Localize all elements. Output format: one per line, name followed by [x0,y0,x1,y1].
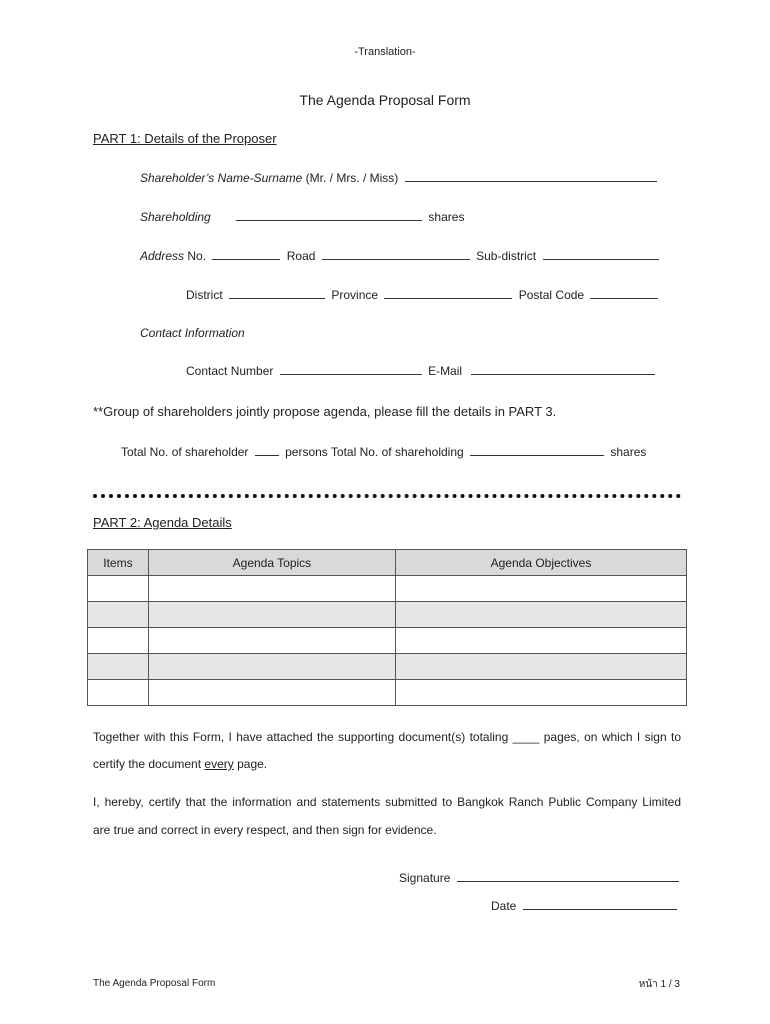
signature-field[interactable] [457,880,679,882]
total-shareholding-field[interactable] [470,454,604,456]
name-salutation: (Mr. / Mrs. / Miss) [305,171,399,185]
postal-label: Postal Code [518,288,585,302]
road-label: Road [286,249,316,263]
subdistrict-label: Sub-district [476,249,537,263]
topic-cell[interactable] [148,576,395,602]
name-row [140,171,660,185]
topic-cell[interactable] [148,680,395,706]
total-holders-label: Total No. of shareholder [121,445,249,459]
table-row [88,602,687,628]
email-label: E-Mail [428,364,463,378]
topic-cell[interactable] [148,602,395,628]
section-divider [93,494,681,498]
certify-line-2: are true and correct in every respect, and then sign for evidence. [93,823,437,837]
name-label: Shareholder’s Name-Surname [140,171,303,185]
contact-number-label: Contact Number [186,364,274,378]
item-cell[interactable] [88,576,149,602]
agenda-table [87,549,687,706]
subdistrict-field[interactable] [543,258,659,260]
signature-row [399,871,682,885]
shares-unit-2: shares [610,445,647,459]
postal-field[interactable] [590,297,658,299]
province-label: Province [331,288,379,302]
contact-heading: Contact Information [140,326,245,340]
item-cell[interactable] [88,654,149,680]
column-header-topics: Agenda Topics [148,550,395,576]
objective-cell[interactable] [395,654,686,680]
item-cell[interactable] [88,628,149,654]
topic-cell[interactable] [148,654,395,680]
column-header-objectives: Agenda Objectives [395,550,686,576]
no-label: No. [187,249,207,263]
table-row [88,654,687,680]
objective-cell[interactable] [395,576,686,602]
address-label: Address [140,249,185,263]
shareholding-label: Shareholding [140,210,211,224]
objective-cell[interactable] [395,628,686,654]
address-row [140,249,662,263]
date-label: Date [491,899,517,913]
email-field[interactable] [471,373,655,375]
no-field[interactable] [212,258,280,260]
signature-label: Signature [399,871,451,885]
part2-heading: PART 2: Agenda Details [93,515,232,530]
totals-row [121,445,646,459]
part1-heading: PART 1: Details of the Proposer [93,131,277,146]
total-holders-field[interactable] [255,454,279,456]
shares-unit: shares [428,210,465,224]
table-row [88,576,687,602]
certify-line-1: I, hereby, certify that the information and statements submitted to Bangkok Ranch Public Company Limited [93,795,681,809]
name-field[interactable] [405,180,657,182]
item-cell[interactable] [88,680,149,706]
contact-number-field[interactable] [280,373,422,375]
translation-label: -Translation- [354,46,416,58]
table-header-row [88,550,687,576]
date-field[interactable] [523,908,677,910]
district-field[interactable] [229,297,325,299]
footer-page-number: หน้า 1 / 3 [638,979,680,990]
item-cell[interactable] [88,602,149,628]
attachment-line-2 [93,757,267,771]
topic-cell[interactable] [148,628,395,654]
shareholding-row [140,210,464,224]
date-row [491,899,680,913]
attachment-text-a: certify the document [93,757,202,771]
form-title: The Agenda Proposal Form [299,92,471,108]
table-row [88,628,687,654]
persons-unit: persons [285,445,328,459]
district-label: District [186,288,223,302]
total-shareholding-label: Total No. of shareholding [330,445,464,459]
shareholding-field[interactable] [236,219,422,221]
objective-cell[interactable] [395,602,686,628]
column-header-items: Items [88,550,149,576]
attachment-text-c: page. [237,757,268,771]
contact-row [186,364,658,378]
objective-cell[interactable] [395,680,686,706]
road-field[interactable] [322,258,470,260]
attachment-text-every: every [204,757,234,771]
attachment-line-1: Together with this Form, I have attached the supporting document(s) totaling ____ pages, on which I sign to [93,730,681,744]
table-row [88,680,687,706]
province-field[interactable] [384,297,512,299]
footer-title: The Agenda Proposal Form [93,978,216,989]
group-note: **Group of shareholders jointly propose agenda, please fill the details in PART 3. [93,404,557,419]
district-row [186,288,661,302]
